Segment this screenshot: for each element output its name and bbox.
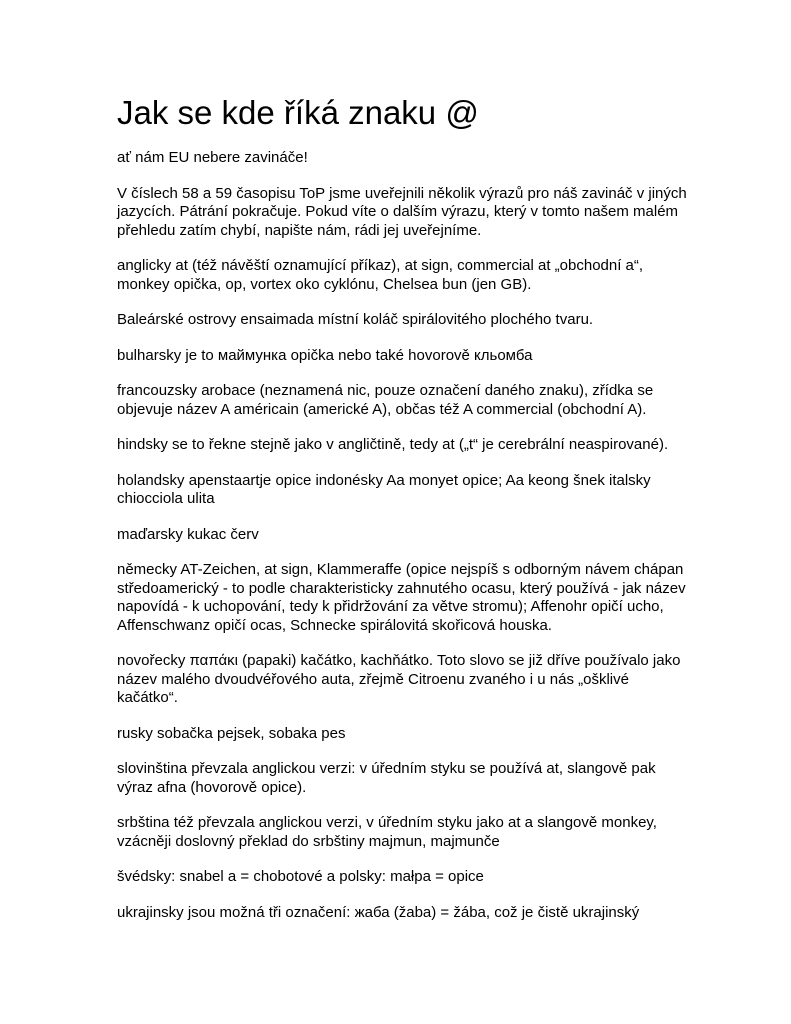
paragraph-subtitle: ať nám EU nebere zavináče! [117,149,308,166]
paragraph-intro: V číslech 58 a 59 časopisu ToP jsme uveřejnili několik výrazů pro náš zavináč v jiných jazycích. Pátrání pokračuje. Pokud víte o dalším výrazu, který v tomto našem malém přehledu zatím chybí, napište nám, rádi jej uveřejníme. [117,184,687,239]
paragraph-dutch: holandsky apenstaartje opice indonésky Aa monyet opice; Aa keong šnek italsky chiocciola ulita [117,471,651,507]
paragraph-greek: novořecky παπάκι (papaki) kačátko, kachňátko. Toto slovo se již dříve používalo jako název malého dvoudvéřového auta, zřejmě Citroenu zvaného i u nás „ošklivé kačátko“. [117,652,681,706]
paragraph-hungarian: maďarsky kukac červ [117,525,259,543]
paragraph-swedish-polish: švédsky: snabel a = chobotové a polsky: małpa = opice [117,868,484,885]
document-page [117,93,687,939]
paragraph-russian: rusky sobačka pejsek, sobaka pes [117,724,346,742]
paragraph-hindi: hindsky se to řekne stejně jako v angličtině, tedy at („t“ je cerebrální neaspirované). [117,436,669,453]
paragraph-german: německy AT-Zeichen, at sign, Klammeraffe (opice nejspíš s odborným návem chápan středoamerický - to podle charakteristicky zahnutého ocasu, který používá - jak název napovídá - k uchopování, tedy k přidržování za větve stromu); Affenohr opičí ucho, Affenschwanz opičí ocas, Schnecke spirálovitá skořicová houska. [117,561,686,634]
page-title: Jak se kde říká znaku @ [117,94,479,131]
paragraph-slovenian: slovinština převzala anglickou verzi: v úředním styku se používá at, slangově pak výraz afna (hovorově opice). [117,760,656,796]
paragraph-french: francouzsky arobace (neznamená nic, pouze označení daného znaku), zřídka se objevuje název A américain (americké A), občas též A commercial (obchodní A). [117,382,654,418]
paragraph-balearic: Baleárské ostrovy ensaimada místní koláč spirálovitého plochého tvaru. [117,311,594,328]
paragraph-serbian: srbština též převzala anglickou verzi, v úředním styku jako at a slangově monkey, vzácněji doslovný překlad do srbštiny majmun, majmunče [117,814,657,850]
paragraph-bulgarian: bulharsky je to маймунка opička nebo také hovorově кльомба [117,346,533,364]
paragraph-ukrainian: ukrajinsky jsou možná tři označení: жаба (žaba) = žába, což je čistě ukrajinský [117,903,640,921]
paragraph-english: anglicky at (též návěští oznamující příkaz), at sign, commercial at „obchodní a“, monkey opička, op, vortex oko cyklónu, Chelsea bun (jen GB). [117,257,644,293]
